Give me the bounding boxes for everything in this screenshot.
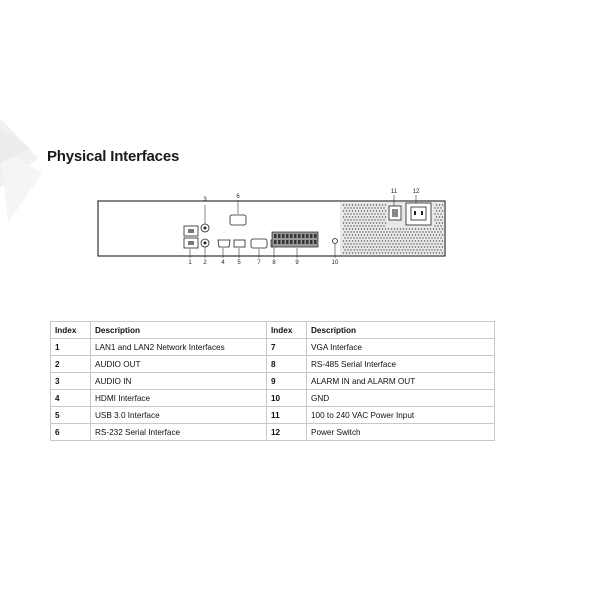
index-cell: 3 — [51, 373, 91, 390]
vga-port-icon — [251, 239, 267, 248]
index-cell: 6 — [51, 424, 91, 441]
index-cell: 10 — [267, 390, 307, 407]
callout-6: 6 — [236, 194, 240, 200]
index-cell: 8 — [267, 356, 307, 373]
index-cell: 7 — [267, 339, 307, 356]
page-title: Physical Interfaces — [47, 148, 180, 165]
callout-9: 9 — [295, 260, 299, 266]
gnd-terminal-icon — [333, 239, 338, 244]
index-cell: 4 — [51, 390, 91, 407]
description-cell: 100 to 240 VAC Power Input — [307, 407, 495, 424]
header-description: Description — [91, 322, 267, 339]
callout-2: 2 — [203, 260, 207, 266]
table-row — [51, 356, 495, 373]
index-cell: 11 — [267, 407, 307, 424]
hdmi-port-icon — [218, 240, 230, 247]
table-row — [51, 390, 495, 407]
description-cell: AUDIO IN — [91, 373, 267, 390]
callout-10: 10 — [331, 260, 339, 266]
callout-7: 7 — [257, 260, 261, 266]
description-cell: ALARM IN and ALARM OUT — [307, 373, 495, 390]
callout-8: 8 — [272, 260, 276, 266]
index-cell: 1 — [51, 339, 91, 356]
header-index: Index — [267, 322, 307, 339]
table-row — [51, 339, 495, 356]
description-cell: USB 3.0 Interface — [91, 407, 267, 424]
callout-12: 12 — [412, 189, 420, 195]
description-cell: RS-232 Serial Interface — [91, 424, 267, 441]
index-cell: 12 — [267, 424, 307, 441]
index-cell: 5 — [51, 407, 91, 424]
callout-3: 3 — [203, 197, 207, 203]
callout-1: 1 — [188, 260, 192, 266]
description-cell: VGA Interface — [307, 339, 495, 356]
table-row — [51, 407, 495, 424]
header-description: Description — [307, 322, 495, 339]
description-cell: GND — [307, 390, 495, 407]
description-cell: AUDIO OUT — [91, 356, 267, 373]
table-row — [51, 373, 495, 390]
callout-11: 11 — [390, 189, 398, 195]
index-cell: 2 — [51, 356, 91, 373]
alarm-terminal-icon — [272, 232, 318, 247]
rs232-port-icon — [230, 215, 246, 225]
description-cell: LAN1 and LAN2 Network Interfaces — [91, 339, 267, 356]
interface-table — [50, 321, 495, 441]
callout-5: 5 — [237, 260, 241, 266]
callout-4: 4 — [221, 260, 225, 266]
table-header-row — [51, 322, 495, 339]
index-cell: 9 — [267, 373, 307, 390]
header-index: Index — [51, 322, 91, 339]
description-cell: HDMI Interface — [91, 390, 267, 407]
description-cell: Power Switch — [307, 424, 495, 441]
usb-port-icon — [234, 240, 245, 247]
description-cell: RS-485 Serial Interface — [307, 356, 495, 373]
power-input-icon — [406, 203, 431, 225]
table-row — [51, 424, 495, 441]
